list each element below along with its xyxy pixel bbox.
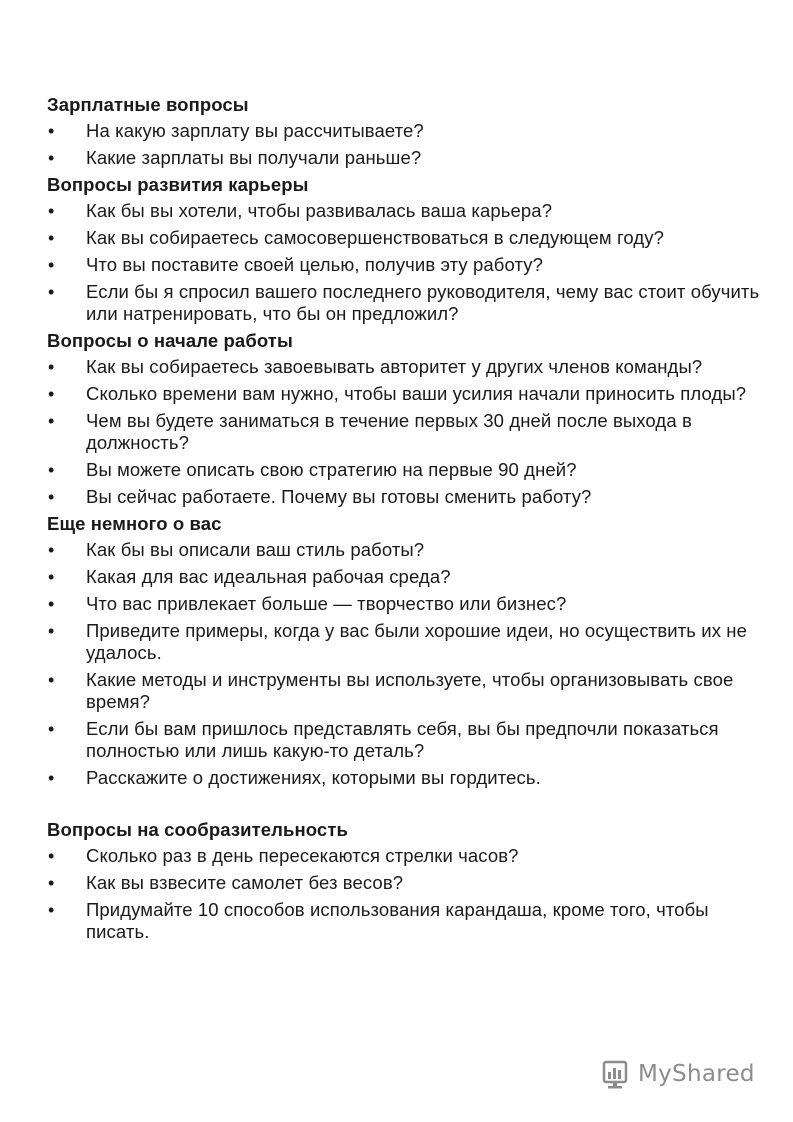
section-career bbox=[47, 174, 767, 325]
question-text: Вы сейчас работаете. Почему вы готовы сменить работу? bbox=[86, 486, 592, 507]
section-start-work bbox=[47, 330, 767, 508]
bullet: • bbox=[48, 594, 55, 614]
question-text: Какие зарплаты вы получали раньше? bbox=[86, 147, 422, 168]
question-item bbox=[47, 200, 767, 222]
bullet: • bbox=[48, 384, 55, 404]
question-item bbox=[47, 227, 767, 249]
question-text: Как вы собираетесь самосовершенствоваться в следующем году? bbox=[86, 227, 664, 248]
question-text: Чем вы будете заниматься в течение первых 30 дней после выхода в должность? bbox=[86, 410, 692, 453]
question-item bbox=[47, 120, 767, 142]
question-text: Как бы вы описали ваш стиль работы? bbox=[86, 539, 425, 560]
question-list bbox=[47, 200, 767, 325]
section-title: Еще немного о вас bbox=[47, 513, 222, 534]
question-list bbox=[47, 356, 767, 508]
section-title: Вопросы о начале работы bbox=[47, 330, 293, 351]
myshared-watermark bbox=[600, 1058, 755, 1090]
bullet: • bbox=[48, 148, 55, 168]
question-text: Какие методы и инструменты вы используете, чтобы организовывать свое время? bbox=[86, 669, 734, 712]
question-text: Как вы взвесите самолет без весов? bbox=[86, 872, 404, 893]
question-item bbox=[47, 254, 767, 276]
bullet: • bbox=[48, 228, 55, 248]
bullet: • bbox=[48, 670, 55, 690]
question-item bbox=[47, 383, 767, 405]
question-list bbox=[47, 845, 767, 943]
bullet: • bbox=[48, 121, 55, 141]
section-title: Зарплатные вопросы bbox=[47, 94, 249, 115]
question-text: Придумайте 10 способов использования карандаша, кроме того, чтобы писать. bbox=[86, 899, 709, 942]
question-text: Если бы вам пришлось представлять себя, вы бы предпочли показаться полностью или лишь какую-то деталь? bbox=[86, 718, 719, 761]
question-text: Вы можете описать свою стратегию на первые 90 дней? bbox=[86, 459, 577, 480]
question-list bbox=[47, 539, 767, 789]
question-item bbox=[47, 281, 767, 325]
section-title: Вопросы на сообразительность bbox=[47, 819, 348, 840]
section-title: Вопросы развития карьеры bbox=[47, 174, 309, 195]
question-text: На какую зарплату вы рассчитываете? bbox=[86, 120, 424, 141]
bullet: • bbox=[48, 201, 55, 221]
bullet: • bbox=[48, 357, 55, 377]
question-item bbox=[47, 872, 767, 894]
bullet: • bbox=[48, 282, 55, 302]
question-text: Что вы поставите своей целью, получив эту работу? bbox=[86, 254, 543, 275]
bullet: • bbox=[48, 621, 55, 641]
question-item bbox=[47, 718, 767, 762]
section-salary bbox=[47, 94, 767, 169]
question-text: Сколько раз в день пересекаются стрелки часов? bbox=[86, 845, 519, 866]
document-page bbox=[47, 94, 767, 948]
question-item bbox=[47, 593, 767, 615]
bullet: • bbox=[48, 460, 55, 480]
bullet: • bbox=[48, 846, 55, 866]
watermark-text: MyShared bbox=[638, 1061, 755, 1087]
question-item bbox=[47, 486, 767, 508]
bullet: • bbox=[48, 768, 55, 788]
question-text: Как вы собираетесь завоевывать авторитет у других членов команды? bbox=[86, 356, 703, 377]
question-item bbox=[47, 147, 767, 169]
question-item bbox=[47, 620, 767, 664]
question-item bbox=[47, 767, 767, 789]
question-text: Как бы вы хотели, чтобы развивалась ваша карьера? bbox=[86, 200, 553, 221]
question-text: Расскажите о достижениях, которыми вы гордитесь. bbox=[86, 767, 541, 788]
question-text: Если бы я спросил вашего последнего руководителя, чему вас стоит обучить или натренировать, что бы он предложил? bbox=[86, 281, 760, 324]
question-list bbox=[47, 120, 767, 169]
question-item bbox=[47, 669, 767, 713]
bullet: • bbox=[48, 255, 55, 275]
question-item bbox=[47, 899, 767, 943]
myshared-logo-icon bbox=[600, 1058, 632, 1090]
bullet: • bbox=[48, 567, 55, 587]
question-item bbox=[47, 459, 767, 481]
section-wit bbox=[47, 819, 767, 943]
bullet: • bbox=[48, 900, 55, 920]
question-text: Приведите примеры, когда у вас были хорошие идеи, но осуществить их не удалось. bbox=[86, 620, 747, 663]
bullet: • bbox=[48, 540, 55, 560]
question-text: Какая для вас идеальная рабочая среда? bbox=[86, 566, 451, 587]
question-text: Сколько времени вам нужно, чтобы ваши усилия начали приносить плоды? bbox=[86, 383, 747, 404]
question-item bbox=[47, 410, 767, 454]
bullet: • bbox=[48, 487, 55, 507]
question-item bbox=[47, 539, 767, 561]
bullet: • bbox=[48, 719, 55, 739]
question-item bbox=[47, 356, 767, 378]
section-about-you bbox=[47, 513, 767, 789]
bullet: • bbox=[48, 411, 55, 431]
question-item bbox=[47, 845, 767, 867]
question-item bbox=[47, 566, 767, 588]
bullet: • bbox=[48, 873, 55, 893]
question-text: Что вас привлекает больше — творчество или бизнес? bbox=[86, 593, 567, 614]
